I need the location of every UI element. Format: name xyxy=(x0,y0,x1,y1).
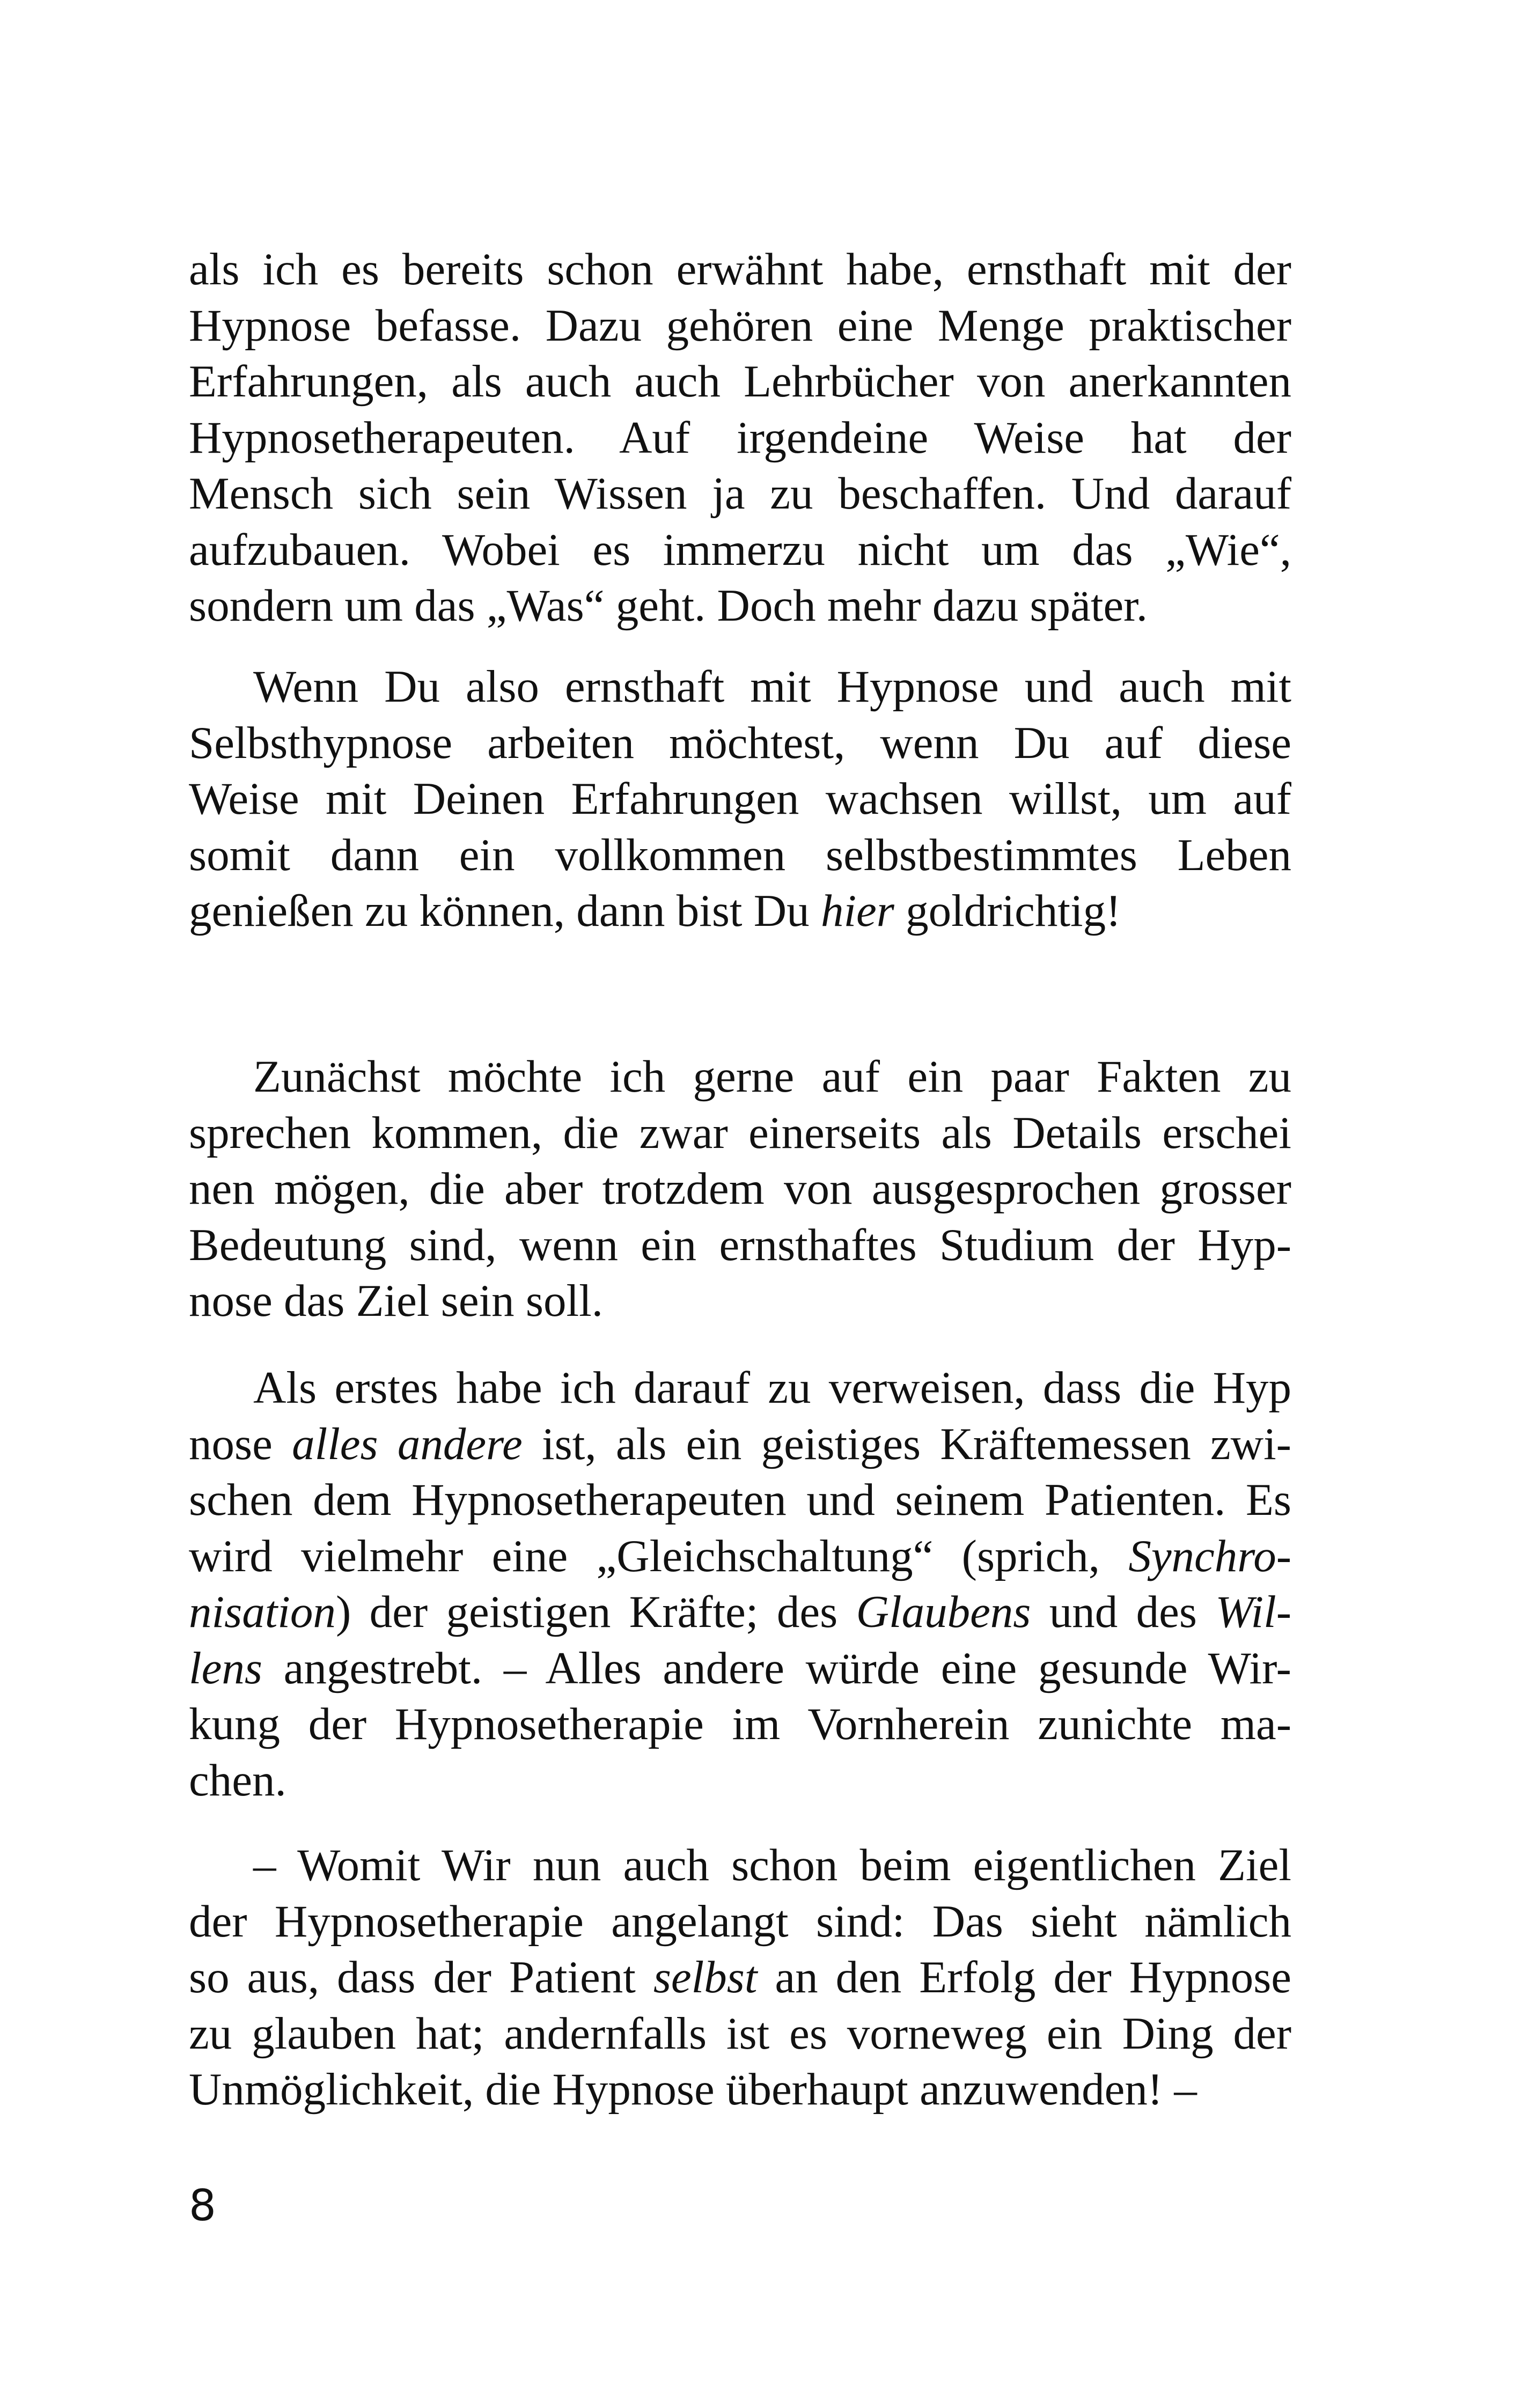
text-segment: zu glauben hat; andernfalls ist es vorneweg ein Ding der xyxy=(189,2008,1291,2059)
italic-text: Synchro- xyxy=(1128,1530,1291,1581)
italic-text: nisation xyxy=(189,1587,336,1637)
text-segment: ) der geistigen Kräfte; des xyxy=(335,1587,856,1637)
text-line xyxy=(189,827,1291,883)
paragraph-3 xyxy=(189,1049,1291,1329)
text-segment: nen mögen, die aber trotzdem von ausgesprochen grosser xyxy=(189,1164,1291,1214)
text-line xyxy=(189,2006,1291,2062)
paragraph-1 xyxy=(189,241,1291,634)
text-segment: nose xyxy=(189,1418,292,1469)
text-segment: ist, als ein geistiges Kräftemessen zwi- xyxy=(522,1418,1291,1469)
text-line xyxy=(189,466,1291,522)
text-segment: Hypnose befasse. Dazu gehören eine Menge praktischer xyxy=(189,300,1291,351)
text-segment: Wenn Du also ernsthaft mit Hypnose und auch mit xyxy=(253,661,1291,712)
text-segment: genießen zu können, dann bist Du xyxy=(189,886,821,936)
text-line xyxy=(189,715,1291,771)
text-line xyxy=(189,1217,1291,1273)
text-line xyxy=(189,2061,1291,2118)
text-segment: kung der Hypnosetherapie im Vornherein zunichte ma- xyxy=(189,1699,1291,1749)
paragraph-2 xyxy=(189,659,1291,939)
text-segment: sondern um das „Was“ geht. Doch mehr dazu später. xyxy=(189,580,1148,631)
text-line xyxy=(189,410,1291,466)
text-segment: als ich es bereits schon erwähnt habe, ernsthaft mit der xyxy=(189,244,1291,294)
text-line xyxy=(189,1416,1291,1472)
text-line xyxy=(189,1584,1291,1640)
text-segment: Hypnosetherapeuten. Auf irgendeine Weise hat der xyxy=(189,412,1291,463)
text-segment: angestrebt. – Alles andere würde eine gesunde Wir- xyxy=(262,1643,1291,1693)
text-line xyxy=(189,1161,1291,1217)
italic-text: selbst xyxy=(653,1952,758,2002)
text-segment: – Womit Wir nun auch schon beim eigentlichen Ziel xyxy=(253,1840,1291,1890)
text-line xyxy=(189,1837,1291,1894)
text-line xyxy=(189,771,1291,827)
text-segment: Bedeutung sind, wenn ein ernsthaftes Studium der Hyp- xyxy=(189,1219,1291,1270)
text-line xyxy=(189,522,1291,578)
text-line xyxy=(189,1894,1291,1950)
text-segment: somit dann ein vollkommen selbstbestimmtes Leben xyxy=(189,829,1291,880)
text-segment: Mensch sich sein Wissen ja zu beschaffen. Und darauf xyxy=(189,468,1291,519)
text-line xyxy=(189,578,1291,634)
text-line xyxy=(189,354,1291,410)
text-segment: der Hypnosetherapie angelangt sind: Das sieht nämlich xyxy=(189,1896,1291,1947)
text-segment: so aus, dass der Patient xyxy=(189,1952,653,2002)
paragraph-5 xyxy=(189,1837,1291,2118)
text-segment: chen. xyxy=(189,1755,286,1806)
text-segment: wird vielmehr eine „Gleichschaltung“ (sprich, xyxy=(189,1530,1129,1581)
text-line xyxy=(189,1472,1291,1528)
page-number: 8 xyxy=(189,2181,216,2230)
text-segment: an den Erfolg der Hypnose xyxy=(757,1952,1291,2002)
paragraph-4 xyxy=(189,1360,1291,1808)
text-line xyxy=(189,1949,1291,2006)
text-line xyxy=(189,1360,1291,1416)
text-line xyxy=(189,1105,1291,1161)
text-line xyxy=(189,241,1291,298)
text-segment: sprechen kommen, die zwar einerseits als Details erschei xyxy=(189,1107,1291,1158)
text-segment: Erfahrungen, als auch auch Lehrbücher von anerkannten xyxy=(189,356,1291,407)
text-line xyxy=(189,659,1291,715)
text-segment: und des xyxy=(1031,1587,1216,1637)
text-line xyxy=(189,883,1291,939)
text-line xyxy=(189,1273,1291,1329)
text-segment: Zunächst möchte ich gerne auf ein paar Fakten zu xyxy=(253,1051,1291,1102)
italic-text: Glaubens xyxy=(856,1587,1031,1637)
text-line xyxy=(189,1049,1291,1105)
italic-text: Wil- xyxy=(1215,1587,1291,1637)
text-segment: Unmöglichkeit, die Hypnose überhaupt anzuwenden! – xyxy=(189,2064,1197,2115)
text-segment: Als erstes habe ich darauf zu verweisen, dass die Hyp xyxy=(253,1363,1291,1413)
text-segment: aufzubauen. Wobei es immerzu nicht um das „Wie“, xyxy=(189,524,1291,575)
text-segment: Weise mit Deinen Erfahrungen wachsen willst, um auf xyxy=(189,774,1291,824)
text-segment: nose das Ziel sein soll. xyxy=(189,1276,603,1326)
text-line xyxy=(189,1528,1291,1585)
text-line xyxy=(189,1696,1291,1752)
text-segment: goldrichtig! xyxy=(894,886,1121,936)
text-line xyxy=(189,298,1291,354)
text-segment: schen dem Hypnosetherapeuten und seinem Patienten. Es xyxy=(189,1475,1291,1525)
text-segment: Selbsthypnose arbeiten möchtest, wenn Du auf diese xyxy=(189,717,1291,768)
italic-text: alles andere xyxy=(292,1418,523,1469)
text-line xyxy=(189,1640,1291,1697)
text-line xyxy=(189,1752,1291,1809)
italic-text: hier xyxy=(820,886,894,936)
italic-text: lens xyxy=(189,1643,262,1693)
